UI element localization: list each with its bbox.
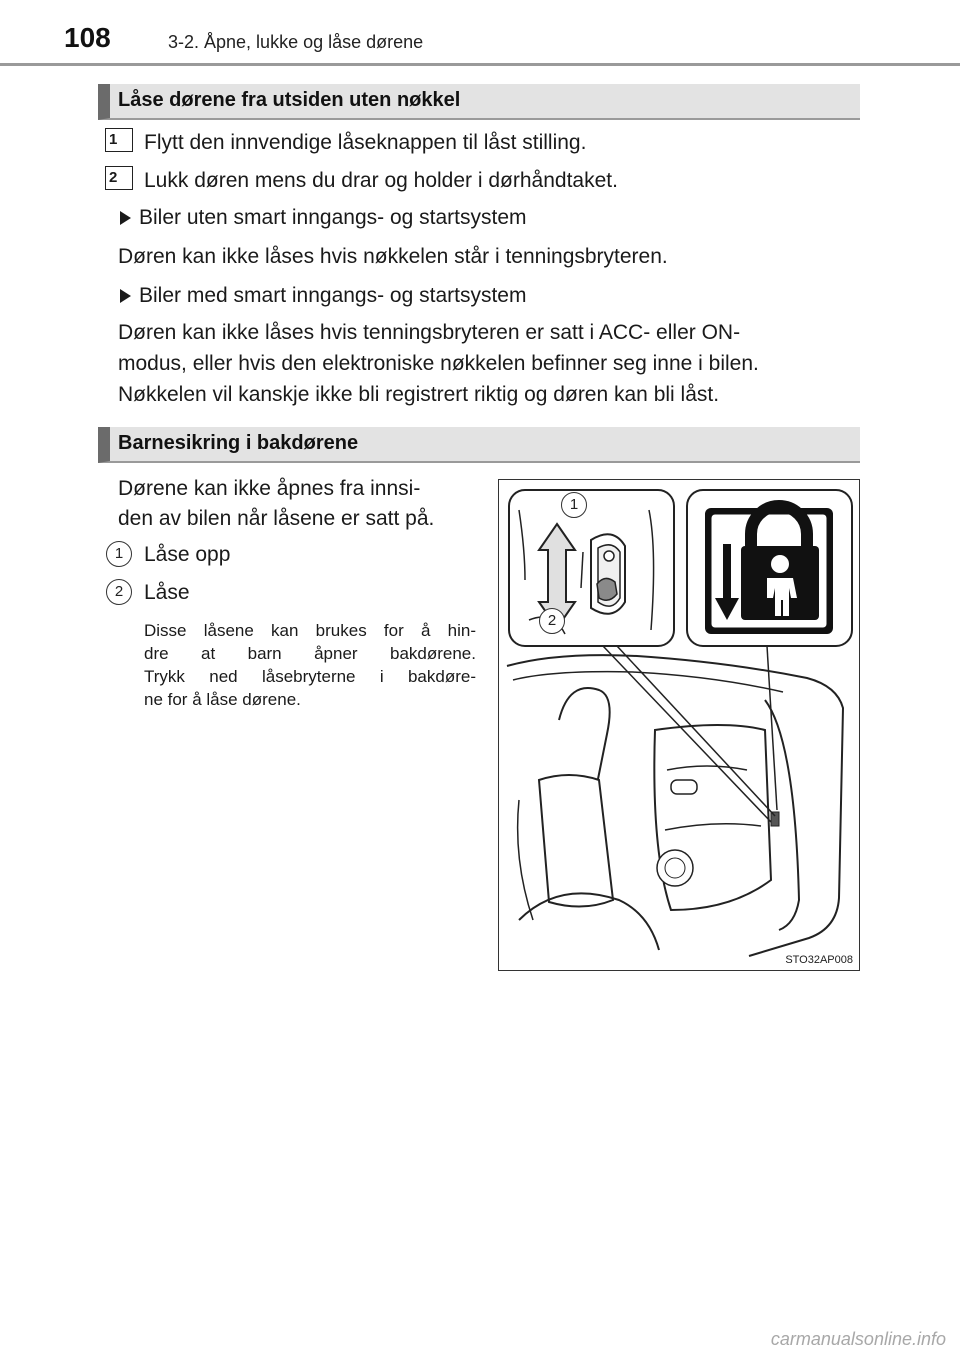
item-label: Låse xyxy=(144,581,190,604)
note-line: Trykk ned låsebryterne i bakdøre- xyxy=(144,667,476,686)
figure-callout-unlock: 1 xyxy=(561,492,587,518)
section-heading-lock-without-key xyxy=(98,84,860,120)
bullet-heading xyxy=(120,281,526,311)
bullet-heading xyxy=(120,203,527,233)
section-path: 3-2. Åpne, lukke og låse dørene xyxy=(168,32,424,52)
page-number: 108 xyxy=(64,22,111,53)
triangle-bullet-icon xyxy=(120,211,131,225)
step-text: Lukk døren mens du drar og holder i dørhåndtaket. xyxy=(144,169,618,192)
body-paragraph: Døren kan ikke låses hvis nøkkelen står i tenningsbryteren. xyxy=(118,245,668,268)
child-lock-illustration xyxy=(498,479,860,971)
header-divider xyxy=(0,63,960,66)
item-label: Låse opp xyxy=(144,543,231,566)
step-text: Flytt den innvendige låseknappen til låst stilling. xyxy=(144,131,587,154)
intro-line: den av bilen når låsene er satt på. xyxy=(118,507,435,530)
section-heading-child-lock xyxy=(98,427,860,463)
step-badge: 2 xyxy=(105,166,133,190)
note-line: Disse låsene kan brukes for å hin- xyxy=(144,621,476,640)
intro-line: Dørene kan ikke åpnes fra innsi- xyxy=(118,477,421,500)
callout-number: 2 xyxy=(106,579,132,605)
bullet-heading-text: Biler med smart inngangs- og startsystem xyxy=(139,284,527,307)
watermark: carmanualsonline.info xyxy=(770,1329,946,1349)
callout-number: 1 xyxy=(106,541,132,567)
section-heading-text: Låse dørene fra utsiden uten nøkkel xyxy=(118,89,461,111)
body-line: Nøkkelen vil kanskje ikke bli registrert riktig og døren kan bli låst. xyxy=(118,383,720,406)
step-badge: 1 xyxy=(105,128,133,152)
figure-callout-lock: 2 xyxy=(539,608,565,634)
bullet-heading-text: Biler uten smart inngangs- og startsystem xyxy=(139,206,527,229)
door-illustration-svg xyxy=(499,480,859,970)
section-heading-text: Barnesikring i bakdørene xyxy=(118,432,359,454)
body-line: Døren kan ikke låses hvis tenningsbryteren er satt i ACC- eller ON- xyxy=(118,321,741,344)
note-line: dre at barn åpner bakdørene. xyxy=(144,644,476,663)
figure-code: STO32AP008 xyxy=(785,954,853,966)
body-line: modus, eller hvis den elektroniske nøkkelen befinner seg inne i bilen. xyxy=(118,352,759,375)
triangle-bullet-icon xyxy=(120,289,131,303)
note-line: ne for å låse dørene. xyxy=(144,690,301,709)
